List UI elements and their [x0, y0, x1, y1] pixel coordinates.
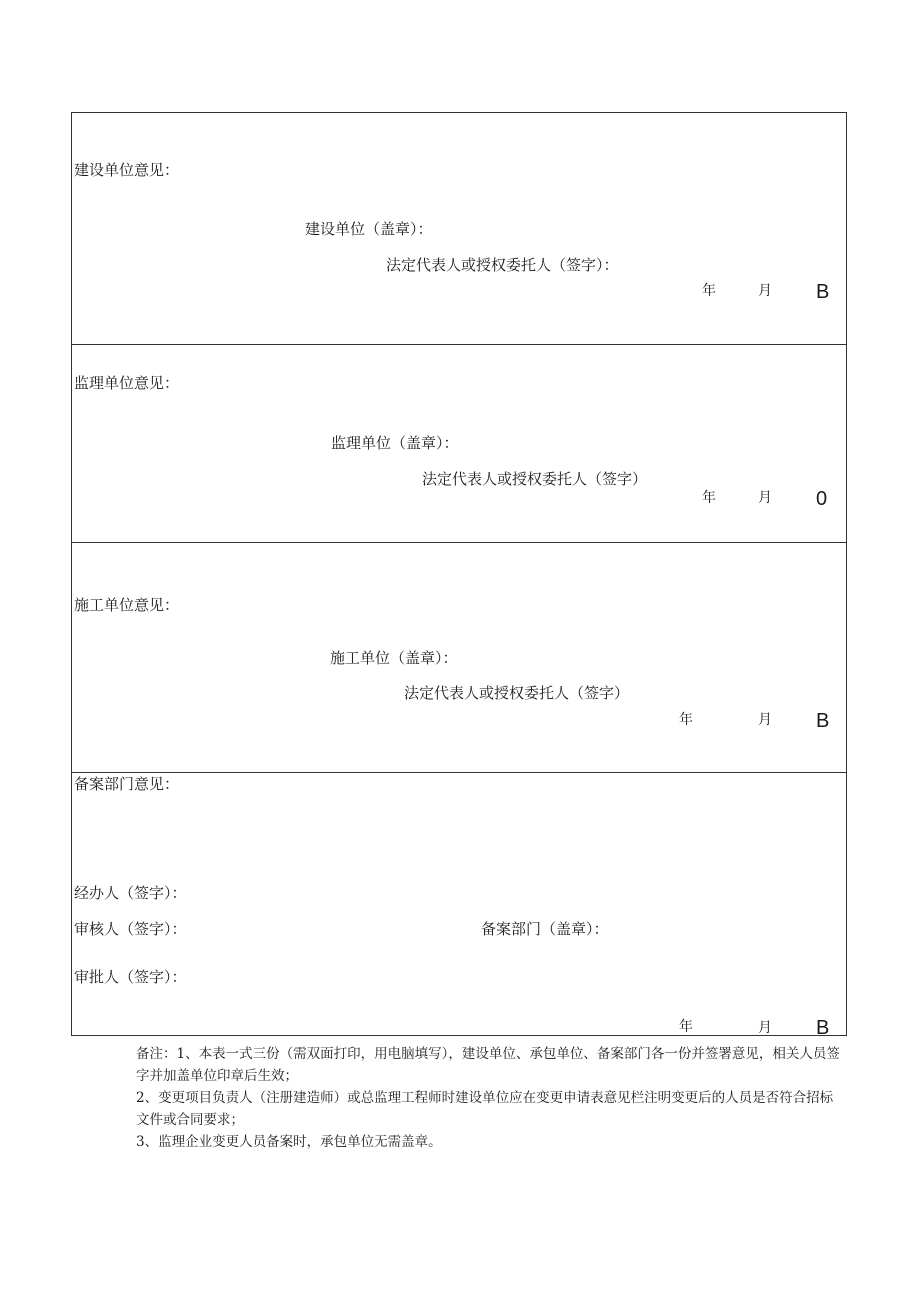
construction-year-label: 年	[702, 283, 716, 299]
reviewer-signature-label: 审核人（签字）：	[74, 920, 187, 938]
construction-seal-label: 建设单位（盖章）：	[305, 220, 433, 238]
construction-opinion-label: 建设单位意见：	[74, 161, 180, 179]
contractor-unit-section	[72, 542, 846, 772]
contractor-year-label: 年	[679, 712, 693, 728]
filing-month-label: 月	[758, 1020, 772, 1036]
remark-line-3: 3、监理企业变更人员备案时，承包单位无需盖章。	[136, 1134, 442, 1150]
supervision-seal-label: 监理单位（盖章）：	[331, 434, 459, 452]
filing-department-seal-label: 备案部门（盖章）：	[481, 920, 609, 938]
remark-line-1: 备注：1、本表一式三份（需双面打印，用电脑填写），建设单位、承包单位、备案部门各一份并签署意见，相关人员签字并加盖单位印章后生效；	[136, 1046, 840, 1084]
supervision-year-label: 年	[702, 490, 716, 506]
approver-signature-label: 审批人（签字）：	[74, 968, 187, 986]
contractor-opinion-label: 施工单位意见：	[74, 596, 180, 614]
opinion-form	[71, 112, 847, 1039]
contractor-month-label: 月	[758, 712, 772, 728]
handler-signature-label: 经办人（签字）：	[74, 884, 187, 902]
filing-year-label: 年	[679, 1019, 693, 1035]
remarks-notes	[136, 1043, 844, 1153]
supervision-month-label: 月	[758, 490, 772, 506]
supervision-signature-label: 法定代表人或授权委托人（签字）	[422, 470, 648, 488]
construction-month-label: 月	[758, 283, 772, 299]
filing-opinion-label: 备案部门意见：	[74, 775, 180, 793]
filing-day-label: B	[816, 1017, 830, 1039]
contractor-seal-label: 施工单位（盖章）：	[330, 649, 458, 667]
supervision-opinion-label: 监理单位意见：	[74, 374, 180, 392]
contractor-signature-label: 法定代表人或授权委托人（签字）	[404, 684, 630, 702]
construction-day-label: B	[816, 281, 830, 303]
supervision-day-label: 0	[816, 488, 828, 510]
construction-unit-section	[72, 113, 846, 344]
remark-line-2: 2、变更项目负责人（注册建造师）或总监理工程师时建设单位应在变更申请表意见栏注明变更后的人员是否符合招标文件或合同要求；	[136, 1090, 834, 1128]
filing-department-section	[72, 772, 846, 1037]
supervision-unit-section	[72, 344, 846, 542]
contractor-day-label: B	[816, 710, 830, 732]
construction-signature-label: 法定代表人或授权委托人（签字）：	[386, 256, 619, 274]
